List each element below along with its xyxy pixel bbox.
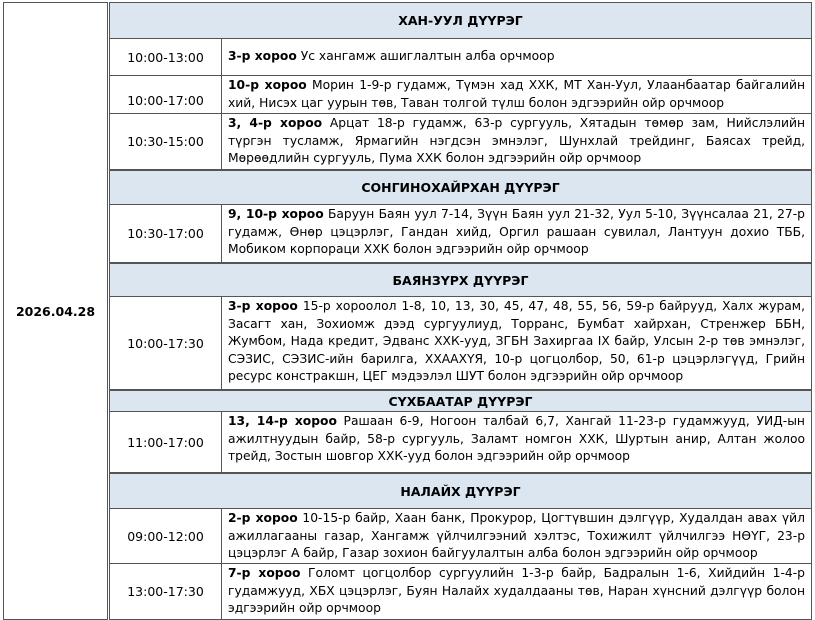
time-cell: 10:30-17:00	[110, 205, 222, 262]
schedule-row	[109, 297, 812, 390]
location-cell	[222, 76, 811, 113]
location-list: Голомт цогцолбор сургуулийн 1-3-р байр, Бадралын 1-6, Хийдийн 1-4-р гудамжууд, ХБХ цэцэрлэг, Буян Налайх худалдааны төв, Наран хүнсний дэлгүүр	[228, 566, 805, 598]
district-header-nalaikh: НАЛАЙХ ДҮҮРЭГ	[109, 473, 812, 509]
location-list: Ус хангамж ашиглалтын алба	[300, 49, 496, 63]
location-list: 10-15-р байр, Хаан банк, Прокурор, Цогтүвшин дэлгүүр, Худалдан авах үйл ажиллагааны газар, Хангамж үйлчилгээний хэлтэс, Тохижилт үйлчилгээ НӨҮГ, 23-р цэцэрлэг А байр, Газар зохион байгуулалтын алба	[228, 511, 805, 560]
district-header-songinokhairkhan: СОНГИНОХАЙРХАН ДҮҮРЭГ	[109, 170, 812, 205]
khoroo-label: 9, 10-р хороо	[228, 207, 324, 221]
location-suffix: болон эдгээрийн ойр орчмоор	[393, 242, 589, 256]
location-cell	[222, 297, 811, 389]
location-suffix: болон эдгээрийн ойр орчмоор	[562, 546, 758, 560]
time-cell: 10:00-13:00	[110, 39, 222, 75]
schedule-row	[109, 39, 812, 76]
date-cell: 2026.04.28	[3, 2, 108, 620]
location-list: Баруун Баян уул 7-14, Зүүн Баян уул 21-32, Уул 5-10, Зүүнсалаа 21, 27-р гудамж, Өнөр цэцэрлэг, Гандан хийд, Оргил рашаан сувилал, Лантуун дохио ТББ, Мобиком корпораци ХХК	[228, 207, 805, 256]
khoroo-label: 13, 14-р хороо	[228, 414, 337, 428]
location-suffix: орчмоор	[499, 49, 555, 63]
location-suffix: болон эдгээрийн ойр орчмоор	[445, 151, 642, 165]
outage-schedule-table	[3, 2, 812, 620]
schedule-rows	[109, 2, 812, 620]
location-cell	[222, 205, 811, 262]
location-suffix: болон эдгээрийн ойр орчмоор	[487, 369, 684, 383]
location-cell	[222, 412, 811, 472]
location-list: Арцат 18-р гудамж, 63-р сургууль, Хятадын төмөр зам, Нийслэлийн түргэн тусламж, Ярмагийн нэгдсэн эмнэлэг, Шунхлай трейдинг, Баясах трейд, Мөрөөдлийн сургууль, Пума ХХК	[228, 116, 805, 165]
time-cell: 10:00-17:30	[110, 297, 222, 389]
time-cell: 10:00-17:00	[110, 76, 222, 113]
time-cell: 09:00-12:00	[110, 509, 222, 563]
schedule-row	[109, 76, 812, 114]
schedule-row	[109, 205, 812, 263]
location-cell	[222, 509, 811, 563]
schedule-row	[109, 564, 812, 620]
time-cell: 13:00-17:30	[110, 564, 222, 619]
location-suffix: болон эдгээрийн ойр орчмоор	[228, 583, 805, 615]
khoroo-label: 10-р хороо	[228, 78, 307, 92]
time-cell: 10:30-15:00	[110, 114, 222, 169]
khoroo-label: 2-р хороо	[228, 511, 298, 525]
khoroo-label: 3, 4-р хороо	[228, 116, 323, 130]
khoroo-label: 7-р хороо	[228, 566, 301, 580]
location-cell	[222, 114, 811, 169]
location-cell	[222, 564, 811, 619]
location-list: Морин 1-9-р гудамж, Түмэн хад ХХК, МТ Хан-Уул, Улаанбаатар байгалийн хий, Нисэх цаг уурын төв, Таван толгой түлш	[228, 78, 805, 110]
khoroo-label: 3-р хороо	[228, 49, 297, 63]
location-list: 15-р хороолол 1-8, 10, 13, 30, 45, 47, 48, 55, 56, 59-р байрууд, Халх журам, Засагт хан, Зохиомж дээд сургуулиуд, Торранс, Бумбат хайрхан, Стренжер ББН, Жумбом, Нада кредит, Эдванс ХХК-ууд, ЗГБН Захиргаа IX байр, Улсын 2-р төв эмнэлэг, СЭЗИС, СЭЗИС-ийн барилга, ХХААХҮЯ, 10-р цогцолбор, 50, 61-р цэцэрлэгүүд, Грийн ресурс констракшн, ЦЕГ мэдээлэл ШУТ	[228, 299, 805, 383]
location-suffix: болон эдгээрийн ойр орчмоор	[528, 95, 725, 110]
schedule-row	[109, 412, 812, 473]
district-header-khan-uul: ХАН-УУЛ ДҮҮРЭГ	[109, 2, 812, 39]
location-list: Рашаан 6-9, Ногоон талбай 6,7, Хангай 11-23-р гудамжууд, УИД-ын ажилтнуудын байр, 58-р сургууль, Заламт номгон ХХК, Шуртын анир, Алтан жолоо трейд, Зостын шовгор ХХК-ууд	[228, 414, 805, 463]
khoroo-label: 3-р хороо	[228, 299, 298, 313]
district-header-sukhbaatar: СҮХБААТАР ДҮҮРЭГ	[109, 390, 812, 412]
time-cell: 11:00-17:00	[110, 412, 222, 472]
schedule-row	[109, 509, 812, 564]
location-suffix: болон эдгээрийн ойр орчмоор	[434, 449, 630, 463]
schedule-row	[109, 114, 812, 170]
district-header-bayanzurkh: БАЯНЗҮРХ ДҮҮРЭГ	[109, 263, 812, 297]
location-cell	[222, 39, 811, 75]
